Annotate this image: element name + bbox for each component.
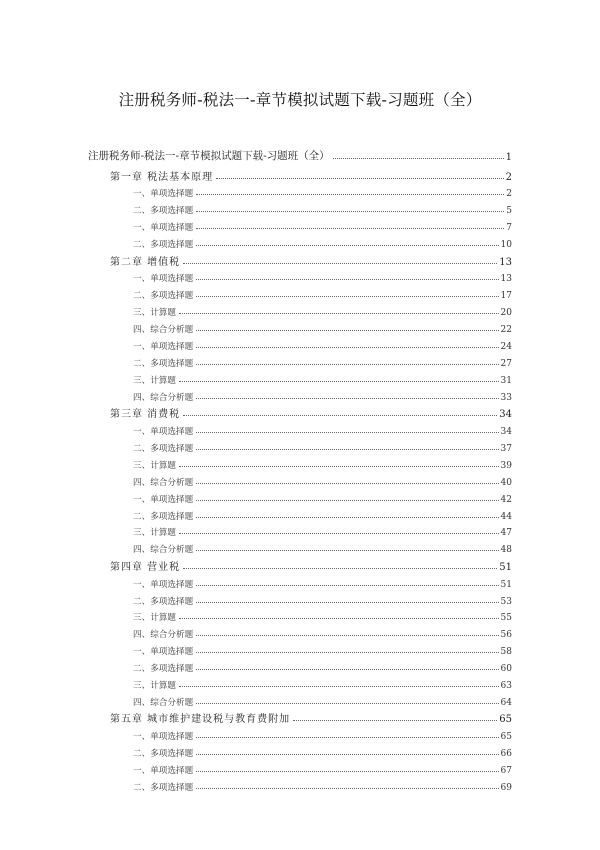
toc-page-number: 65 xyxy=(499,714,512,726)
dot-leader xyxy=(196,397,498,399)
toc-page-number: 13 xyxy=(499,256,512,268)
toc-item[interactable] xyxy=(88,623,512,640)
dot-leader xyxy=(196,702,498,704)
toc-chapter-3[interactable] xyxy=(88,403,512,421)
dot-leader xyxy=(196,448,498,450)
dot-leader xyxy=(196,787,498,789)
toc-page-number: 48 xyxy=(500,545,512,556)
toc-item[interactable] xyxy=(88,522,512,539)
toc-page-number: 47 xyxy=(500,528,512,539)
toc-item-label: 三、计算题 xyxy=(133,308,176,319)
toc-item-label: 二、多项选择题 xyxy=(133,291,194,302)
dot-leader xyxy=(179,532,499,534)
dot-leader xyxy=(196,549,498,551)
dot-leader xyxy=(293,719,497,721)
toc-page-number: 51 xyxy=(499,561,512,573)
document-title: 注册税务师-税法一-章节模拟试题下载-习题班（全） xyxy=(118,91,482,109)
toc-item[interactable] xyxy=(88,335,512,352)
toc-page-number: 34 xyxy=(499,409,512,421)
toc-page-number: 34 xyxy=(500,427,512,438)
toc-chapter-4[interactable] xyxy=(88,555,512,573)
toc-page-number: 22 xyxy=(500,325,512,336)
dot-leader xyxy=(196,431,498,433)
dot-leader xyxy=(196,295,498,297)
toc-item[interactable] xyxy=(88,437,512,454)
toc-page-number: 24 xyxy=(500,342,512,353)
dot-leader xyxy=(196,770,498,772)
toc-page-number: 13 xyxy=(500,274,512,285)
dot-leader xyxy=(196,244,498,246)
toc-item[interactable] xyxy=(88,183,512,200)
toc-item[interactable] xyxy=(88,640,512,657)
toc-item-label: 二、多项选择题 xyxy=(133,511,194,522)
toc-item-label: 一、单项选择题 xyxy=(133,427,194,438)
toc-item-label: 四、综合分析题 xyxy=(133,392,194,403)
dot-leader xyxy=(196,601,498,603)
toc-page-number: 31 xyxy=(500,375,512,386)
toc-item[interactable] xyxy=(88,742,512,759)
toc-item[interactable] xyxy=(88,505,512,522)
toc-item[interactable] xyxy=(88,199,512,216)
toc-chapter-label: 第五章 城市维护建设税与教育费附加 xyxy=(110,714,291,726)
dot-leader xyxy=(196,482,498,484)
toc-item-label: 三、计算题 xyxy=(133,681,176,692)
toc-page-number: 44 xyxy=(500,511,512,522)
toc-item-label: 二、多项选择题 xyxy=(133,206,194,217)
toc-item-label: 二、多项选择题 xyxy=(133,443,194,454)
toc-page-number: 55 xyxy=(500,613,512,624)
dot-leader xyxy=(196,329,498,331)
toc-item-label: 四、综合分析题 xyxy=(133,697,194,708)
toc-page-number: 40 xyxy=(500,477,512,488)
toc-page-number: 69 xyxy=(500,783,512,793)
toc-page-number: 2 xyxy=(506,189,512,200)
toc-item[interactable] xyxy=(88,420,512,437)
dot-leader xyxy=(196,668,498,670)
toc-item[interactable] xyxy=(88,538,512,555)
toc-page-number: 42 xyxy=(500,494,512,505)
toc-item-label: 一、单项选择题 xyxy=(133,579,194,590)
dot-leader xyxy=(196,346,498,348)
toc-page-number: 63 xyxy=(500,681,512,692)
toc-item[interactable] xyxy=(88,725,512,742)
toc-item-label: 二、多项选择题 xyxy=(133,358,194,369)
toc-item-label: 二、多项选择题 xyxy=(133,596,194,607)
toc-item[interactable] xyxy=(88,284,512,301)
toc-item-label: 四、综合分析题 xyxy=(133,477,194,488)
toc-item-label: 一、单项选择题 xyxy=(133,223,194,234)
toc-item[interactable] xyxy=(88,301,512,318)
toc-item[interactable] xyxy=(88,268,512,285)
table-of-contents xyxy=(88,145,512,793)
dot-leader xyxy=(183,567,497,569)
toc-page-number: 67 xyxy=(500,766,512,777)
toc-page-number: 33 xyxy=(500,392,512,403)
toc-entry-label: 注册税务师-税法一-章节模拟试题下载-习题班（全） xyxy=(88,150,330,162)
toc-page-number: 53 xyxy=(500,596,512,607)
toc-chapter-label: 第一章 税法基本原理 xyxy=(110,171,214,183)
toc-item-label: 四、综合分析题 xyxy=(133,545,194,556)
toc-chapter-label: 第三章 消费税 xyxy=(110,409,181,421)
toc-item-label: 三、计算题 xyxy=(133,375,176,386)
toc-page-number: 39 xyxy=(500,460,512,471)
dot-leader xyxy=(196,227,504,229)
toc-page-number: 1 xyxy=(505,152,512,163)
toc-item[interactable] xyxy=(88,607,512,624)
toc-page-number: 66 xyxy=(500,749,512,760)
toc-page-number: 5 xyxy=(506,206,512,217)
toc-item-label: 二、多项选择题 xyxy=(133,749,194,760)
dot-leader xyxy=(179,380,499,382)
toc-item[interactable] xyxy=(88,216,512,233)
toc-chapter-1[interactable] xyxy=(88,165,512,183)
dot-leader xyxy=(196,516,498,518)
toc-item-label: 三、计算题 xyxy=(133,528,176,539)
toc-item-label: 一、单项选择题 xyxy=(133,494,194,505)
toc-item[interactable] xyxy=(88,471,512,488)
toc-item[interactable] xyxy=(88,590,512,607)
toc-item-label: 二、多项选择题 xyxy=(133,783,194,793)
dot-leader xyxy=(179,617,499,619)
dot-leader xyxy=(196,736,498,738)
toc-item-label: 一、单项选择题 xyxy=(133,766,194,777)
toc-chapter-2[interactable] xyxy=(88,250,512,268)
toc-item[interactable] xyxy=(88,776,512,793)
toc-page-number: 7 xyxy=(506,223,512,234)
dot-leader xyxy=(183,414,497,416)
dot-leader xyxy=(179,312,499,314)
dot-leader xyxy=(196,651,498,653)
toc-item-label: 三、计算题 xyxy=(133,460,176,471)
toc-chapter-label: 第二章 增值税 xyxy=(110,256,181,268)
toc-page-number: 58 xyxy=(500,647,512,658)
toc-item[interactable] xyxy=(88,691,512,708)
toc-entry-top[interactable] xyxy=(88,145,512,163)
toc-item[interactable] xyxy=(88,573,512,590)
dot-leader xyxy=(216,177,503,179)
toc-item[interactable] xyxy=(88,233,512,250)
toc-page-number: 64 xyxy=(500,697,512,708)
toc-item-label: 四、综合分析题 xyxy=(133,325,194,336)
toc-item[interactable] xyxy=(88,369,512,386)
toc-item[interactable] xyxy=(88,674,512,691)
toc-item[interactable] xyxy=(88,759,512,776)
dot-leader xyxy=(196,634,498,636)
dot-leader xyxy=(196,193,504,195)
toc-item[interactable] xyxy=(88,488,512,505)
toc-page-number: 27 xyxy=(500,358,512,369)
dot-leader xyxy=(196,753,498,755)
dot-leader xyxy=(196,363,498,365)
dot-leader xyxy=(196,278,498,280)
toc-item-label: 一、单项选择题 xyxy=(133,274,194,285)
dot-leader xyxy=(183,262,497,264)
dot-leader xyxy=(333,157,504,159)
toc-item[interactable] xyxy=(88,454,512,471)
toc-page-number: 60 xyxy=(500,664,512,675)
dot-leader xyxy=(196,499,498,501)
toc-page-number: 20 xyxy=(500,308,512,319)
dot-leader xyxy=(179,465,499,467)
toc-item-label: 一、单项选择题 xyxy=(133,732,194,743)
toc-page-number: 37 xyxy=(500,443,512,454)
toc-item-label: 一、单项选择题 xyxy=(133,189,194,200)
dot-leader xyxy=(179,685,499,687)
toc-item-label: 三、计算题 xyxy=(133,613,176,624)
toc-page-number: 51 xyxy=(500,579,512,590)
dot-leader xyxy=(196,584,498,586)
toc-chapter-5[interactable] xyxy=(88,708,512,726)
toc-item-label: 一、单项选择题 xyxy=(133,647,194,658)
toc-page-number: 17 xyxy=(500,291,512,302)
toc-item-label: 一、单项选择题 xyxy=(133,342,194,353)
toc-item[interactable] xyxy=(88,657,512,674)
toc-item[interactable] xyxy=(88,386,512,403)
toc-page-number: 2 xyxy=(505,171,512,183)
toc-item-label: 二、多项选择题 xyxy=(133,664,194,675)
toc-page-number: 65 xyxy=(500,732,512,743)
toc-item[interactable] xyxy=(88,318,512,335)
toc-item[interactable] xyxy=(88,352,512,369)
dot-leader xyxy=(196,210,504,212)
toc-page-number: 56 xyxy=(500,630,512,641)
toc-item-label: 四、综合分析题 xyxy=(133,630,194,641)
toc-item-label: 二、多项选择题 xyxy=(133,240,194,251)
toc-page-number: 10 xyxy=(500,240,512,251)
toc-chapter-label: 第四章 营业税 xyxy=(110,561,181,573)
